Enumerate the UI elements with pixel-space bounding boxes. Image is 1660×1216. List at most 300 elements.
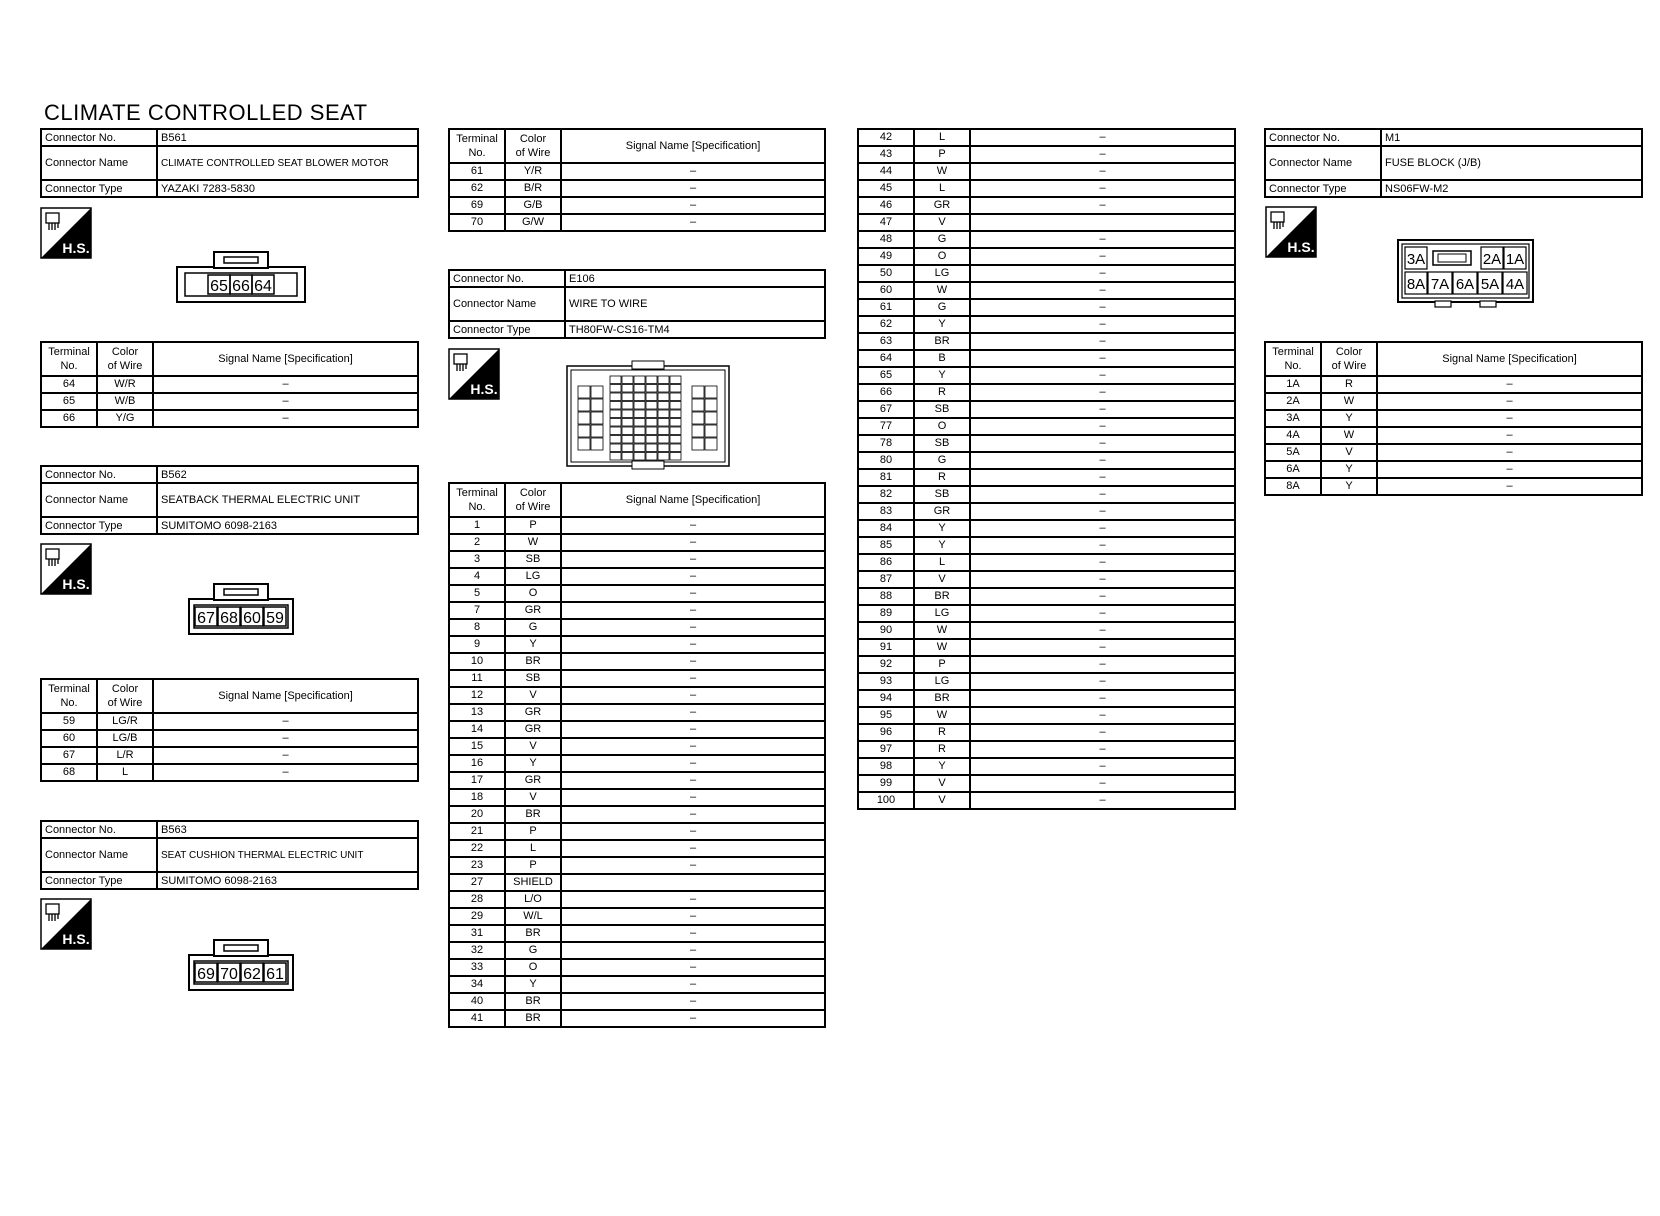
signal-name-cell: –	[561, 534, 825, 551]
wire-color-cell: Y	[1321, 410, 1377, 427]
signal-name-cell: –	[561, 163, 825, 180]
terminal-no-header: Terminal No.	[449, 129, 505, 163]
connector-no-value: B562	[157, 466, 418, 483]
wire-color-cell: W/L	[505, 908, 561, 925]
terminal-no-cell: 62	[858, 316, 914, 333]
wire-color-cell: G	[914, 231, 970, 248]
table-row	[41, 764, 418, 781]
signal-name-cell: –	[561, 551, 825, 568]
terminal-no-cell: 20	[449, 806, 505, 823]
wire-color-cell: V	[505, 738, 561, 755]
wire-color-cell: LG	[505, 568, 561, 585]
connector-type-value: NS06FW-M2	[1381, 180, 1642, 197]
signal-name-cell: –	[970, 537, 1235, 554]
e106-connector-info	[448, 269, 826, 339]
signal-name-cell: –	[153, 730, 418, 747]
wire-color-cell: GR	[505, 721, 561, 738]
wire-color-cell: B/R	[505, 180, 561, 197]
connector-name-label: Connector Name	[41, 146, 157, 180]
e106-terminal-table-1	[448, 482, 826, 1028]
table-row	[858, 673, 1235, 690]
wire-color-cell: V	[914, 571, 970, 588]
terminal-no-cell: 9	[449, 636, 505, 653]
signal-name-cell: –	[561, 585, 825, 602]
terminal-no-cell: 1	[449, 517, 505, 534]
wire-color-cell: V	[1321, 444, 1377, 461]
wire-color-cell: Y/G	[97, 410, 153, 427]
signal-name-header: Signal Name [Specification]	[153, 679, 418, 713]
table-row	[449, 789, 825, 806]
wire-color-cell: W	[914, 622, 970, 639]
signal-name-cell: –	[561, 891, 825, 908]
connector-no-label: Connector No.	[41, 129, 157, 146]
wire-color-cell: GR	[505, 704, 561, 721]
table-row	[449, 214, 825, 231]
connector-name-label: Connector Name	[449, 287, 565, 321]
connector-type-value: YAZAKI 7283-5830	[157, 180, 418, 197]
table-row	[1265, 478, 1642, 495]
signal-name-cell: –	[970, 486, 1235, 503]
terminal-no-cell: 13	[449, 704, 505, 721]
table-row	[449, 670, 825, 687]
signal-name-cell: –	[970, 129, 1235, 146]
table-row	[858, 163, 1235, 180]
signal-name-cell: –	[970, 622, 1235, 639]
table-row	[449, 180, 825, 197]
pin-label: 60	[243, 610, 261, 627]
m1-terminal-table	[1264, 341, 1643, 496]
terminal-no-cell: 65	[858, 367, 914, 384]
wire-color-cell: LG	[914, 265, 970, 282]
pin-label: 70	[220, 966, 238, 983]
terminal-no-cell: 82	[858, 486, 914, 503]
terminal-no-header: Terminal No.	[1265, 342, 1321, 376]
terminal-no-cell: 33	[449, 959, 505, 976]
signal-name-cell: –	[970, 656, 1235, 673]
connector-no-value: E106	[565, 270, 825, 287]
signal-name-cell: –	[970, 435, 1235, 452]
terminal-no-cell: 6A	[1265, 461, 1321, 478]
wire-color-cell: W	[505, 534, 561, 551]
signal-name-cell: –	[970, 418, 1235, 435]
terminal-no-cell: 50	[858, 265, 914, 282]
signal-name-cell: –	[970, 775, 1235, 792]
b563-connector-face	[188, 938, 294, 992]
connector-name-value: SEATBACK THERMAL ELECTRIC UNIT	[157, 483, 418, 517]
terminal-no-cell: 3A	[1265, 410, 1321, 427]
table-row	[858, 792, 1235, 809]
signal-name-cell: –	[970, 758, 1235, 775]
wire-color-cell: O	[914, 248, 970, 265]
wire-color-cell: G/B	[505, 197, 561, 214]
pin-label: 59	[266, 610, 284, 627]
color-of-wire-header: Color of Wire	[97, 679, 153, 713]
table-row	[858, 299, 1235, 316]
signal-name-cell: –	[561, 959, 825, 976]
signal-name-cell: –	[970, 163, 1235, 180]
table-row	[449, 721, 825, 738]
wire-color-cell: SB	[914, 435, 970, 452]
terminal-no-cell: 23	[449, 857, 505, 874]
terminal-no-cell: 63	[858, 333, 914, 350]
wire-color-cell: Y	[914, 537, 970, 554]
terminal-no-cell: 10	[449, 653, 505, 670]
table-row	[1265, 461, 1642, 478]
connector-name-label: Connector Name	[41, 838, 157, 872]
color-of-wire-header: Color of Wire	[505, 129, 561, 163]
signal-name-cell: –	[561, 925, 825, 942]
wire-color-cell: SB	[505, 670, 561, 687]
signal-name-cell: –	[561, 738, 825, 755]
terminal-no-cell: 77	[858, 418, 914, 435]
terminal-no-cell: 96	[858, 724, 914, 741]
page-title: CLIMATE CONTROLLED SEAT	[44, 100, 368, 125]
signal-name-cell: –	[1377, 393, 1642, 410]
connector-no-label: Connector No.	[41, 466, 157, 483]
table-row	[449, 840, 825, 857]
signal-name-cell: –	[1377, 461, 1642, 478]
b562-connector-info	[40, 465, 419, 535]
pin-label: 8A	[1406, 276, 1426, 293]
signal-name-cell: –	[970, 503, 1235, 520]
signal-name-cell: –	[970, 248, 1235, 265]
terminal-no-cell: 66	[858, 384, 914, 401]
terminal-no-cell: 8	[449, 619, 505, 636]
wire-color-cell: V	[505, 789, 561, 806]
table-row	[858, 656, 1235, 673]
hs-label: H.S.	[62, 576, 90, 592]
table-row	[858, 724, 1235, 741]
table-row	[858, 350, 1235, 367]
hs-label: H.S.	[1287, 239, 1315, 255]
signal-name-cell: –	[153, 393, 418, 410]
signal-name-cell: –	[970, 605, 1235, 622]
table-row	[858, 758, 1235, 775]
wire-color-cell: Y	[505, 976, 561, 993]
wire-color-cell: BR	[505, 806, 561, 823]
wire-color-cell: Y	[505, 636, 561, 653]
table-row	[1265, 376, 1642, 393]
signal-name-cell: –	[561, 619, 825, 636]
table-row	[449, 874, 825, 891]
table-row	[858, 282, 1235, 299]
signal-name-cell: –	[970, 690, 1235, 707]
harness-side-icon	[448, 348, 500, 400]
terminal-no-cell: 44	[858, 163, 914, 180]
wire-color-cell: R	[914, 741, 970, 758]
table-row	[449, 942, 825, 959]
signal-name-cell: –	[561, 942, 825, 959]
terminal-no-header: Terminal No.	[449, 483, 505, 517]
terminal-no-cell: 61	[449, 163, 505, 180]
signal-name-cell: –	[970, 741, 1235, 758]
table-row	[858, 180, 1235, 197]
wire-color-cell: O	[914, 418, 970, 435]
terminal-no-cell: 11	[449, 670, 505, 687]
wire-color-cell: L	[914, 554, 970, 571]
table-row	[858, 707, 1235, 724]
signal-name-cell: –	[1377, 478, 1642, 495]
table-row	[858, 197, 1235, 214]
table-row	[449, 857, 825, 874]
signal-name-header: Signal Name [Specification]	[561, 483, 825, 517]
connector-no-value: M1	[1381, 129, 1642, 146]
pin-label: 69	[197, 966, 215, 983]
terminal-no-cell: 14	[449, 721, 505, 738]
wire-color-cell: LG/B	[97, 730, 153, 747]
table-row	[858, 367, 1235, 384]
terminal-no-cell: 17	[449, 772, 505, 789]
table-row	[449, 585, 825, 602]
m1-connector-info	[1264, 128, 1643, 198]
table-row	[449, 738, 825, 755]
wire-color-cell: L	[97, 764, 153, 781]
signal-name-header: Signal Name [Specification]	[561, 129, 825, 163]
signal-name-cell: –	[970, 639, 1235, 656]
wire-color-cell: W	[1321, 427, 1377, 444]
pin-label: 4A	[1505, 276, 1525, 293]
terminal-no-cell: 27	[449, 874, 505, 891]
terminal-no-cell: 29	[449, 908, 505, 925]
signal-name-cell: –	[1377, 410, 1642, 427]
wire-color-cell: O	[505, 959, 561, 976]
table-row	[449, 551, 825, 568]
wire-color-cell: BR	[505, 1010, 561, 1027]
wire-color-cell: R	[914, 724, 970, 741]
table-row	[858, 435, 1235, 452]
wire-color-cell: Y	[914, 367, 970, 384]
terminal-no-cell: 1A	[1265, 376, 1321, 393]
connector-type-label: Connector Type	[41, 872, 157, 889]
signal-name-cell: –	[561, 197, 825, 214]
connector-name-value: WIRE TO WIRE	[565, 287, 825, 321]
signal-name-cell	[561, 874, 825, 891]
table-row	[449, 908, 825, 925]
terminal-no-cell: 4A	[1265, 427, 1321, 444]
signal-name-cell: –	[561, 636, 825, 653]
signal-name-cell: –	[561, 214, 825, 231]
table-row	[449, 891, 825, 908]
signal-name-cell: –	[970, 673, 1235, 690]
terminal-no-header: Terminal No.	[41, 679, 97, 713]
wire-color-cell: V	[914, 775, 970, 792]
terminal-no-cell: 3	[449, 551, 505, 568]
terminal-no-cell: 16	[449, 755, 505, 772]
table-row	[858, 639, 1235, 656]
pin-label: 7A	[1430, 276, 1450, 293]
terminal-no-cell: 100	[858, 792, 914, 809]
terminal-no-cell: 21	[449, 823, 505, 840]
wire-color-cell: GR	[505, 602, 561, 619]
table-row	[449, 959, 825, 976]
signal-name-cell: –	[970, 554, 1235, 571]
table-row	[858, 690, 1235, 707]
terminal-no-cell: 4	[449, 568, 505, 585]
wire-color-cell: R	[1321, 376, 1377, 393]
terminal-no-cell: 32	[449, 942, 505, 959]
signal-name-cell: –	[561, 517, 825, 534]
wire-color-cell: W	[914, 639, 970, 656]
pin-label: 3A	[1406, 251, 1426, 268]
signal-name-cell: –	[561, 755, 825, 772]
wire-color-cell: W	[1321, 393, 1377, 410]
table-row	[858, 486, 1235, 503]
connector-name-label: Connector Name	[41, 483, 157, 517]
table-row	[449, 925, 825, 942]
wire-color-cell: SB	[505, 551, 561, 568]
terminal-no-cell: 31	[449, 925, 505, 942]
wire-color-cell: Y	[914, 758, 970, 775]
signal-name-cell: –	[970, 707, 1235, 724]
wire-color-cell: Y	[1321, 461, 1377, 478]
connector-type-label: Connector Type	[449, 321, 565, 338]
table-row	[858, 129, 1235, 146]
table-row	[41, 713, 418, 730]
b561-connector-info	[40, 128, 419, 198]
wire-color-cell: SB	[914, 401, 970, 418]
signal-name-cell: –	[561, 602, 825, 619]
wire-color-cell: LG	[914, 605, 970, 622]
table-row	[41, 410, 418, 427]
harness-side-icon	[40, 898, 92, 950]
wire-color-cell: W	[914, 707, 970, 724]
pin-label: 67	[197, 610, 215, 627]
signal-name-cell: –	[970, 146, 1235, 163]
signal-name-cell: –	[561, 687, 825, 704]
table-row	[41, 393, 418, 410]
terminal-no-cell: 48	[858, 231, 914, 248]
terminal-no-cell: 67	[858, 401, 914, 418]
terminal-no-cell: 41	[449, 1010, 505, 1027]
table-row	[858, 588, 1235, 605]
table-row	[449, 653, 825, 670]
wire-color-cell: BR	[505, 993, 561, 1010]
connector-no-value: B561	[157, 129, 418, 146]
signal-name-cell: –	[970, 282, 1235, 299]
table-row	[41, 730, 418, 747]
signal-name-cell: –	[970, 197, 1235, 214]
table-row	[449, 619, 825, 636]
wire-color-cell: G	[505, 942, 561, 959]
terminal-no-cell: 43	[858, 146, 914, 163]
terminal-no-cell: 64	[41, 376, 97, 393]
terminal-no-cell: 18	[449, 789, 505, 806]
table-row	[1265, 393, 1642, 410]
signal-name-cell: –	[153, 764, 418, 781]
wire-color-cell: Y	[914, 316, 970, 333]
signal-name-cell: –	[561, 1010, 825, 1027]
signal-name-cell: –	[153, 376, 418, 393]
wire-color-cell: L/R	[97, 747, 153, 764]
signal-name-cell: –	[970, 401, 1235, 418]
table-row	[858, 265, 1235, 282]
signal-name-cell: –	[970, 231, 1235, 248]
table-row	[449, 806, 825, 823]
connector-name-value: SEAT CUSHION THERMAL ELECTRIC UNIT	[157, 838, 418, 872]
m1-connector-face	[1397, 239, 1534, 309]
wire-color-cell: B	[914, 350, 970, 367]
table-row	[858, 520, 1235, 537]
signal-name-cell	[970, 214, 1235, 231]
wire-color-cell: BR	[914, 690, 970, 707]
terminal-no-cell: 98	[858, 758, 914, 775]
connector-no-value: B563	[157, 821, 418, 838]
table-row	[449, 823, 825, 840]
wire-color-cell: R	[914, 469, 970, 486]
wire-color-cell: SB	[914, 486, 970, 503]
table-row	[449, 163, 825, 180]
table-row	[449, 568, 825, 585]
pin-label: 66	[232, 278, 250, 295]
signal-name-cell: –	[561, 180, 825, 197]
table-row	[858, 741, 1235, 758]
pin-label: 68	[220, 610, 238, 627]
signal-name-header: Signal Name [Specification]	[153, 342, 418, 376]
terminal-no-cell: 81	[858, 469, 914, 486]
wire-color-cell: Y	[1321, 478, 1377, 495]
wire-color-cell: BR	[914, 588, 970, 605]
terminal-no-cell: 62	[449, 180, 505, 197]
table-row	[858, 605, 1235, 622]
terminal-no-cell: 8A	[1265, 478, 1321, 495]
terminal-no-cell: 87	[858, 571, 914, 588]
terminal-no-cell: 59	[41, 713, 97, 730]
signal-name-cell: –	[561, 789, 825, 806]
wire-color-cell: G	[914, 452, 970, 469]
table-row	[449, 976, 825, 993]
wire-color-cell: P	[914, 656, 970, 673]
hs-label: H.S.	[62, 931, 90, 947]
table-row	[858, 214, 1235, 231]
wire-color-cell: BR	[505, 925, 561, 942]
wire-color-cell: LG	[914, 673, 970, 690]
wire-color-cell: P	[505, 857, 561, 874]
terminal-no-cell: 15	[449, 738, 505, 755]
color-of-wire-header: Color of Wire	[1321, 342, 1377, 376]
table-row	[858, 146, 1235, 163]
connector-type-value: SUMITOMO 6098-2163	[157, 517, 418, 534]
signal-name-cell: –	[970, 792, 1235, 809]
table-row	[41, 376, 418, 393]
table-row	[858, 316, 1235, 333]
terminal-no-cell: 67	[41, 747, 97, 764]
wire-color-cell: O	[505, 585, 561, 602]
signal-name-cell: –	[561, 568, 825, 585]
b563-connector-info	[40, 820, 419, 890]
signal-name-cell: –	[970, 180, 1235, 197]
pin-label: 61	[266, 966, 284, 983]
pin-label: 64	[254, 278, 272, 295]
signal-name-cell: –	[561, 670, 825, 687]
table-row	[449, 1010, 825, 1027]
table-row	[449, 517, 825, 534]
b562-connector-face	[188, 582, 294, 636]
table-row	[858, 418, 1235, 435]
table-row	[449, 772, 825, 789]
wire-color-cell: Y/R	[505, 163, 561, 180]
connector-type-label: Connector Type	[41, 517, 157, 534]
terminal-no-cell: 49	[858, 248, 914, 265]
wire-color-cell: BR	[505, 653, 561, 670]
connector-type-value: SUMITOMO 6098-2163	[157, 872, 418, 889]
table-row	[1265, 427, 1642, 444]
wire-color-cell: L/O	[505, 891, 561, 908]
terminal-no-cell: 45	[858, 180, 914, 197]
b561-terminal-table	[40, 341, 419, 428]
signal-name-header: Signal Name [Specification]	[1377, 342, 1642, 376]
b561-connector-face	[176, 250, 306, 304]
connector-type-value: TH80FW-CS16-TM4	[565, 321, 825, 338]
